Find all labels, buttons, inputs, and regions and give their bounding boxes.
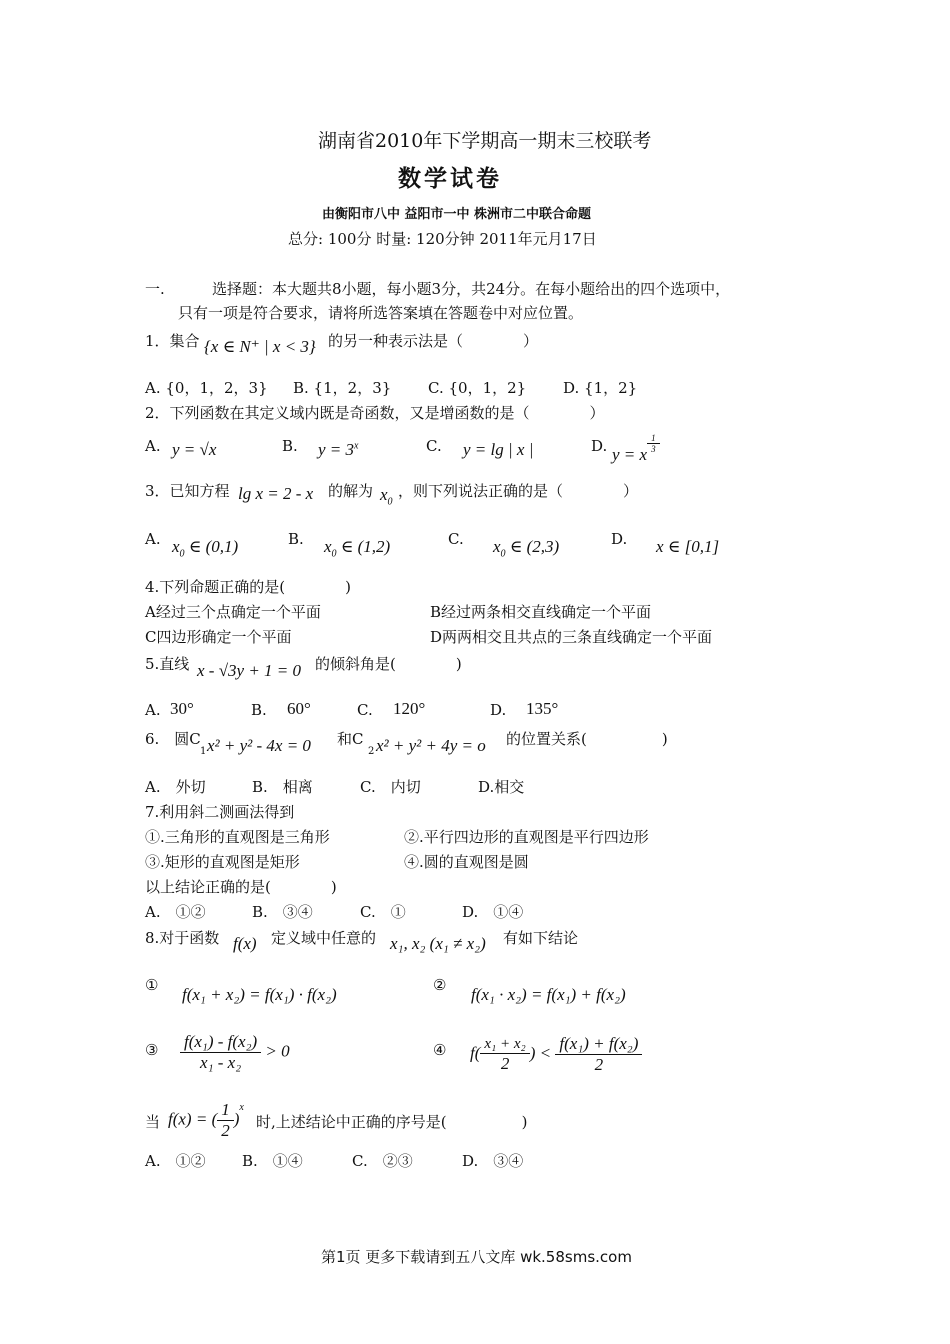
q2-label-c: C. <box>426 437 442 455</box>
q8-when-function: f(x) = ( $\frac{1}{2}$ )$^x$ <box>168 1100 244 1140</box>
q8-marker-1: ① <box>145 976 159 994</box>
q3-option-d: x ∈ [0,1] <box>656 537 720 556</box>
q1-option-c: C. {0，1，2} <box>428 379 527 397</box>
q7-ask: 以上结论正确的是( ) <box>145 878 337 896</box>
schools-line: 由衡阳市八中 益阳市一中 株洲市二中联合命题 <box>322 207 592 222</box>
q3-label-b: B. <box>288 530 304 548</box>
q5-suffix: 的倾斜角是( ) <box>315 655 462 673</box>
q5-prefix: 5.直线 <box>145 655 190 673</box>
q3-label-d: D. <box>611 530 628 548</box>
q2-option-d: y = x $\frac{1}{3}$ <box>612 445 660 466</box>
q7-statement-2: ②.平行四边形的直观图是平行四边形 <box>404 828 649 846</box>
section-instructions-1: 选择题：本大题共8小题，每小题3分，共24分。在每小题给出的四个选项中， <box>212 280 731 298</box>
q8-option-d: D. ③④ <box>462 1152 524 1170</box>
q3-option-a: $x_0$ ∈ (0,1) <box>172 537 239 560</box>
q8-variables: x₁, x₂ (x₁ ≠ x₂) <box>390 934 486 953</box>
q6-c2-sub: 2 <box>368 746 375 757</box>
q1-prefix: 1．集合 <box>145 332 200 350</box>
q4-option-a: A经过三个点确定一个平面 <box>145 603 321 621</box>
q6-prefix: 6. 圆C <box>145 730 201 748</box>
q8-prefix: 8.对于函数 <box>145 929 220 947</box>
q8-marker-3: ③ <box>145 1041 159 1059</box>
q8-suffix: 有如下结论 <box>503 929 579 947</box>
q2-label-a: A. <box>145 437 161 455</box>
q5-label-b: B. <box>251 701 267 719</box>
q4-text: 4.下列命题正确的是( ) <box>145 578 352 596</box>
q6-c1-sub: 1 <box>200 746 207 757</box>
q1-set: {x ∈ N⁺ | x < 3} <box>204 337 316 356</box>
q8-middle: 定义域中任意的 <box>271 929 377 947</box>
q2-label-b: B. <box>282 437 298 455</box>
q6-option-b: B. 相离 <box>252 778 313 796</box>
q8-conclusion-2: f(x₁ · x₂) = f(x₁) + f(x₂) <box>471 985 626 1004</box>
q8-marker-2: ② <box>433 976 447 994</box>
q1-suffix: 的另一种表示法是（ ） <box>328 332 539 350</box>
q3-equation: lg x = 2 - x <box>238 484 314 503</box>
q3-label-c: C. <box>448 530 464 548</box>
q3-prefix: 3．已知方程 <box>145 482 230 500</box>
q6-option-c: C. 内切 <box>360 778 421 796</box>
q4-option-d: D两两相交且共点的三条直线确定一个平面 <box>430 628 713 646</box>
q4-option-b: B经过两条相交直线确定一个平面 <box>430 603 652 621</box>
q6-option-d: D.相交 <box>478 778 525 796</box>
q7-text: 7.利用斜二测画法得到 <box>145 803 295 821</box>
q3-suffix: ，则下列说法正确的是（ ） <box>398 482 639 500</box>
q8-conclusion-4: f( $\frac{\text{x₁ + x₂}}{2}$ ) < $\frac{\text{f(x₁) + f(x₂)}}{2}$ <box>470 1034 642 1075</box>
q5-value-b: 60° <box>287 699 311 718</box>
q5-equation: x - √3y + 1 = 0 <box>197 661 302 680</box>
q5-value-c: 120° <box>393 699 426 718</box>
section-number: 一. <box>145 280 165 298</box>
q1-option-a: A. {0，1，2，3} <box>145 379 268 397</box>
q1-option-b: B. {1，2，3} <box>293 379 392 397</box>
q5-value-d: 135° <box>526 699 559 718</box>
page-footer: 第1页 更多下载请到五八文库 wk.58sms.com <box>321 1248 632 1266</box>
q6-equation-2: x² + y² + 4y = o <box>376 736 486 755</box>
q2-option-b: $y = 3^x$ <box>318 440 359 459</box>
q6-middle: 和C <box>337 730 364 748</box>
q8-function: f(x) <box>233 934 257 953</box>
q4-option-c: C四边形确定一个平面 <box>145 628 292 646</box>
q3-option-b: $x_0$ ∈ (1,2) <box>324 537 391 560</box>
q5-value-a: 30° <box>170 699 194 718</box>
page-subtitle: 数学试卷 <box>398 165 502 192</box>
q7-statement-1: ①.三角形的直观图是三角形 <box>145 828 330 846</box>
exam-info: 总分: 100分 时量: 120分钟 2011年元月17日 <box>288 230 597 248</box>
q1-option-d: D. {1，2} <box>563 379 638 397</box>
q7-statement-3: ③.矩形的直观图是矩形 <box>145 853 300 871</box>
q8-conclusion-3: $\frac{\text{f(x₁) - f(x₂)}}{\text{x₁ - x₂}}$ > 0 <box>180 1032 290 1073</box>
page-title: 湖南省2010年下学期高一期末三校联考 <box>318 130 652 152</box>
q8-marker-4: ④ <box>433 1041 447 1059</box>
q5-label-d: D. <box>490 701 507 719</box>
q2-option-a: y = √x <box>172 440 217 459</box>
q7-option-a: A. ①② <box>145 903 206 921</box>
q3-variable: $x_0$ <box>380 485 393 508</box>
q3-option-c: $x_0$ ∈ (2,3) <box>493 537 560 560</box>
q8-when-prefix: 当 <box>145 1113 161 1131</box>
section-instructions-2: 只有一项是符合要求，请将所选答案填在答题卷中对应位置。 <box>178 304 584 322</box>
q7-statement-4: ④.圆的直观图是圆 <box>404 853 529 871</box>
q3-label-a: A. <box>145 530 161 548</box>
q7-option-d: D. ①④ <box>462 903 524 921</box>
q6-equation-1: x² + y² - 4x = 0 <box>207 736 311 755</box>
q7-option-c: C. ① <box>360 903 406 921</box>
q8-conclusion-1: f(x₁ + x₂) = f(x₁) · f(x₂) <box>182 985 337 1004</box>
q8-option-b: B. ①④ <box>242 1152 303 1170</box>
q8-option-a: A. ①② <box>145 1152 206 1170</box>
q6-suffix: 的位置关系( ) <box>506 730 668 748</box>
q8-when-suffix: 时,上述结论中正确的序号是( ) <box>256 1113 528 1131</box>
q2-option-c: y = lg | x | <box>463 440 534 459</box>
q7-option-b: B. ③④ <box>252 903 313 921</box>
q6-option-a: A. 外切 <box>145 778 206 796</box>
q8-option-c: C. ②③ <box>352 1152 413 1170</box>
q5-label-a: A. <box>145 701 161 719</box>
q5-label-c: C. <box>357 701 373 719</box>
q2-label-d: D. <box>591 437 608 455</box>
q2-text: 2．下列函数在其定义域内既是奇函数，又是增函数的是（ ） <box>145 404 605 422</box>
q3-middle: 的解为 <box>328 482 374 500</box>
